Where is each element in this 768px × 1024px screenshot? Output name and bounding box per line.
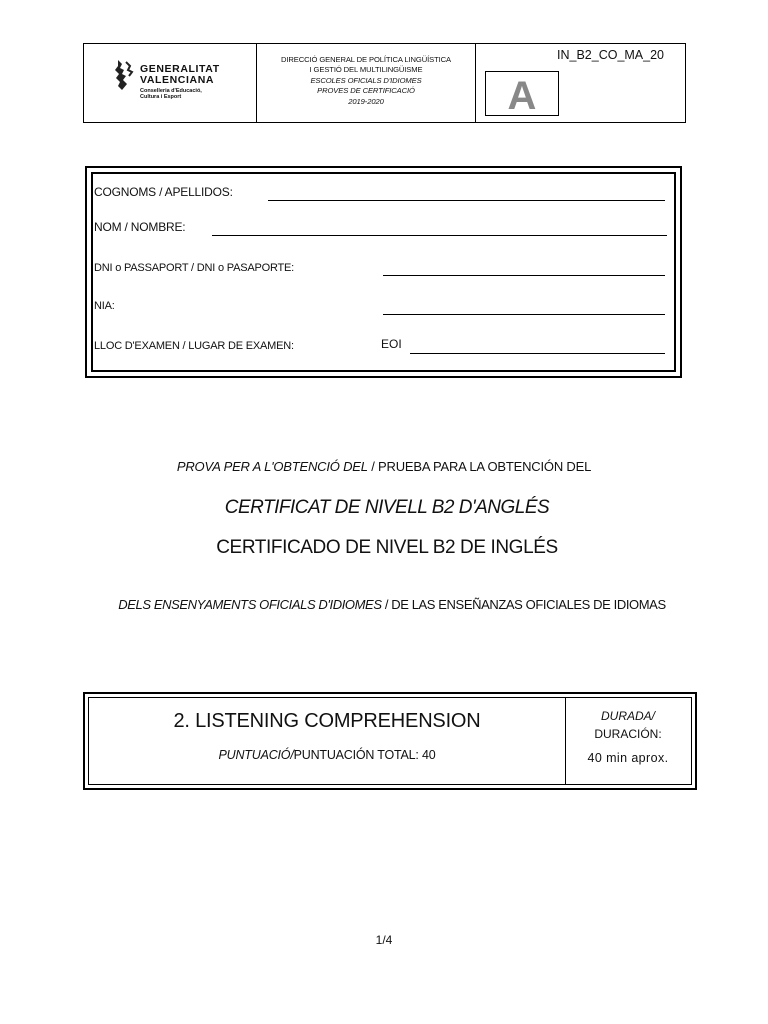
directorate-line2: I GESTIÓ DEL MULTILINGÜISME bbox=[309, 65, 423, 75]
directorate-line3: ESCOLES OFICIALS D'IDIOMES bbox=[310, 75, 422, 85]
duration-label bbox=[565, 707, 691, 743]
exam-subtitle-es: / PRUEBA PARA LA OBTENCIÓN DEL bbox=[371, 459, 592, 474]
directorate-line5: 2019-2020 bbox=[348, 96, 384, 106]
id-label: DNI o PASSAPORT / DNI o PASAPORTE: bbox=[94, 262, 295, 274]
duration-value: 40 min aprox. bbox=[587, 751, 669, 765]
score-label-ca: PUNTUACIÓ/ bbox=[218, 748, 294, 762]
official-teachings-ca: DELS ENSENYAMENTS OFICIALS D'IDIOMES bbox=[118, 597, 382, 612]
code-cell bbox=[476, 44, 685, 122]
header-table bbox=[83, 43, 686, 123]
model-box bbox=[485, 71, 559, 116]
section-score bbox=[89, 748, 565, 762]
logo-line3b: Cultura i Esport bbox=[140, 94, 182, 100]
certificate-title-ca: CERTIFICAT DE NIVELL B2 D'ANGLÉS bbox=[224, 497, 550, 518]
score-label-es: PUNTUACIÓN TOTAL: 40 bbox=[293, 748, 436, 762]
logo-line2: VALENCIANA bbox=[140, 73, 215, 86]
logo-cell bbox=[84, 44, 257, 122]
place-prefix: EOI bbox=[381, 337, 402, 351]
directorate-line4: PROVES DE CERTIFICACIÓ bbox=[317, 86, 415, 96]
model-letter: A bbox=[507, 74, 537, 118]
surname-field[interactable] bbox=[268, 200, 665, 201]
section-box-inner bbox=[88, 697, 692, 785]
duration-label-es: DURACIÓN: bbox=[594, 727, 662, 741]
nia-field[interactable] bbox=[383, 314, 665, 315]
page-number: 1/4 bbox=[375, 933, 393, 947]
official-teachings-es: / DE LAS ENSEÑANZAS OFICIALES DE IDIOMAS bbox=[384, 597, 666, 612]
official-teachings bbox=[0, 597, 768, 612]
surname-label: COGNOMS / APELLIDOS: bbox=[94, 185, 233, 199]
place-label: LLOC D'EXAMEN / LUGAR DE EXAMEN: bbox=[94, 340, 294, 352]
section-box bbox=[83, 692, 697, 790]
directorate-cell bbox=[257, 44, 476, 122]
logo-line1: GENERALITAT bbox=[140, 63, 220, 75]
duration-label-ca: DURADA/ bbox=[600, 709, 655, 723]
place-field[interactable] bbox=[410, 353, 665, 354]
section-title: 2. LISTENING COMPREHENSION bbox=[173, 710, 481, 732]
nia-label: NIA: bbox=[94, 300, 115, 312]
exam-subtitle-ca: PROVA PER A L'OBTENCIÓ DEL bbox=[176, 459, 368, 474]
generalitat-crest-icon bbox=[112, 58, 134, 92]
logo-line3a: Conselleria d'Educació, bbox=[140, 88, 202, 94]
name-label: NOM / NOMBRE: bbox=[94, 220, 186, 234]
id-field[interactable] bbox=[383, 275, 665, 276]
exam-code: IN_B2_CO_MA_20 bbox=[557, 48, 665, 62]
logo-text bbox=[140, 64, 220, 100]
name-field[interactable] bbox=[212, 235, 667, 236]
directorate-line1: DIRECCIÓ GENERAL DE POLÍTICA LINGÜÍSTICA bbox=[281, 55, 451, 64]
certificate-title-es: CERTIFICADO DE NIVEL B2 DE INGLÉS bbox=[216, 537, 558, 558]
exam-subtitle bbox=[0, 459, 768, 474]
